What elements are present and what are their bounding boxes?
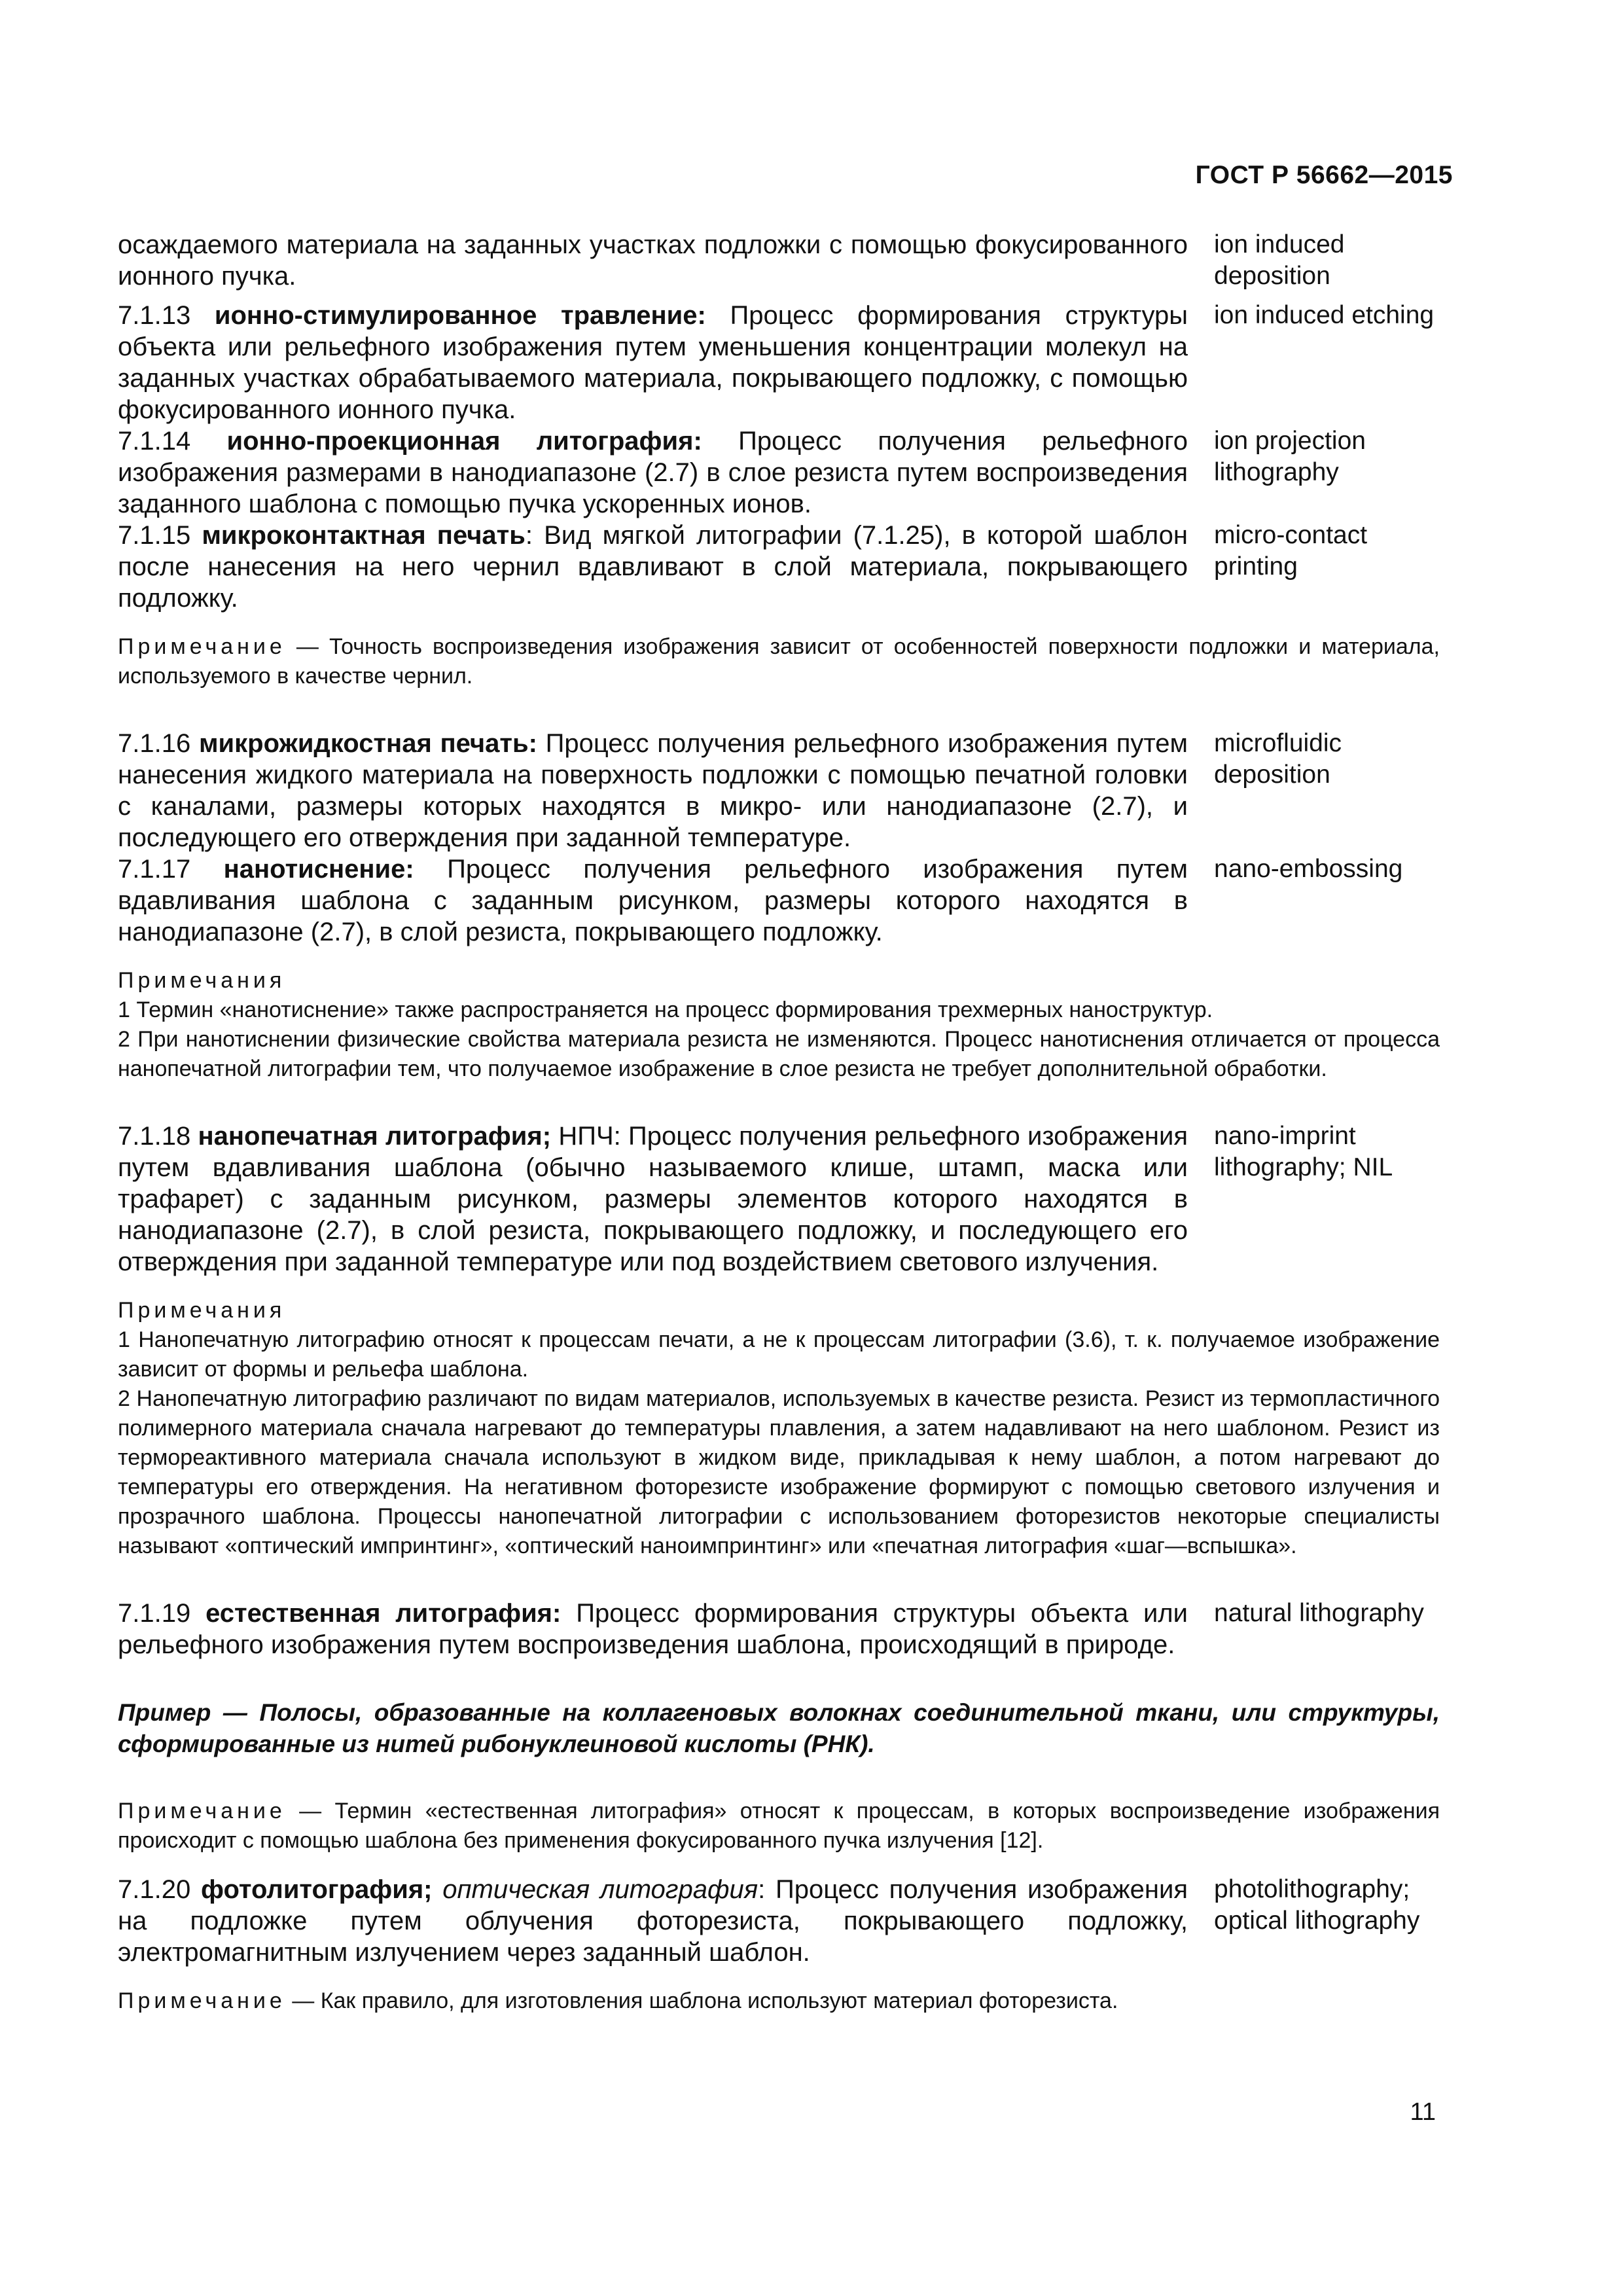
note-label: Примечание — [118, 634, 286, 659]
term-definition — [118, 1874, 1188, 1968]
definition-text: : Вид мягкой литографии (7.1.25), в которой шаблон после нанесения на него чернил вдавливают в слой материала, покрывающего подложку. — [118, 521, 1188, 613]
term-number: 7.1.13 — [118, 301, 191, 330]
definition-text: Процесс формирования структуры объекта или рельефного изображения путем уменьшения концентрации молекул на заданных участках обрабатываемого материала, покрывающего подложку, с помощью фокусированного ионного пучка. — [118, 301, 1188, 424]
note-item: 1 Нанопечатную литографию относят к процессам печати, а не к процессам литографии (3.6), т. к. получаемое изображение зависит от формы и рельефа шаблона. — [118, 1327, 1440, 1382]
term-definition — [118, 300, 1188, 425]
definition-text: Процесс формирования структуры объекта или рельефного изображения путем воспроизведения шаблона, происходящий в природе. — [118, 1599, 1188, 1659]
term-name: естественная литография: — [205, 1599, 562, 1628]
english-equivalent: micro-contact printing — [1214, 521, 1368, 581]
standard-header: ГОСТ Р 56662—2015 — [1195, 161, 1453, 189]
english-equivalent: ion projection lithography — [1214, 427, 1366, 486]
english-equivalent: microfluidic deposition — [1214, 729, 1342, 789]
note-text: Точность воспроизведения изображения зависит от особенностей поверхности подложки и материала, используемого в качестве чернил. — [118, 634, 1440, 689]
term-definition — [118, 425, 1188, 520]
notes-label: Примечания — [118, 1298, 286, 1323]
term-entry-7-1-12 — [118, 229, 1440, 292]
term-entry-7-1-16 — [118, 728, 1440, 853]
term-name: ионно-стимулированное травление: — [214, 301, 706, 330]
term-entry-7-1-15 — [118, 520, 1440, 614]
term-definition — [118, 520, 1188, 614]
term-entry-7-1-20 — [118, 1874, 1440, 1968]
example-7-1-19: Пример — Полосы, образованные на коллагеновых волокнах соединительной ткани, или структуры, сформированные из нитей рибонуклеиновой кислоты (РНК). — [118, 1699, 1440, 1757]
term-name: нанотиснение: — [223, 855, 414, 884]
definition-text: осаждаемого материала на заданных участках подложки с помощью фокусированного ионного пучка. — [118, 230, 1188, 291]
term-definition — [118, 229, 1188, 292]
note-text: Как правило, для изготовления шаблона используют материал фоторезиста. — [320, 1988, 1118, 2013]
term-definition — [118, 1598, 1188, 1660]
term-abbreviation: НПЧ — [558, 1122, 614, 1151]
note-7-1-20: Примечание — Как правило, для изготовления шаблона используют материал фоторезиста. — [118, 1988, 1118, 2013]
term-entry-7-1-18 — [118, 1121, 1440, 1278]
term-number: 7.1.15 — [118, 521, 191, 550]
term-entry-7-1-13 — [118, 300, 1440, 425]
term-number: 7.1.20 — [118, 1875, 191, 1904]
english-equivalent: nano-embossing — [1214, 855, 1403, 883]
term-number: 7.1.19 — [118, 1599, 191, 1628]
english-equivalent: nano-imprint lithography; NIL — [1214, 1122, 1393, 1181]
english-equivalent: ion induced deposition — [1214, 230, 1345, 290]
notes-label: Примечания — [118, 968, 286, 993]
term-entry-7-1-17 — [118, 853, 1440, 948]
note-label: Примечание — [118, 1799, 286, 1823]
english-equivalent: natural lithography — [1214, 1599, 1424, 1627]
note-7-1-15: Примечание — Точность воспроизведения изображения зависит от особенностей поверхности подложки и материала, используемого в качестве чернил. — [118, 634, 1440, 689]
term-definition — [118, 1121, 1188, 1278]
note-item: 2 Нанопечатную литографию различают по видам материалов, используемых в качестве резиста. Резист из термопластичного полимерного материала сначала нагревают до температуры плавления, а затем надавливают на него шаблоном. Резист из термореактивного материала сначала используют в жидком виде, прикладывая к нему шаблон, а потом нагревают до температуры его отверждения. На негативном фоторезисте изображение формируют с помощью светового излучения и прозрачного шаблона. Процессы нанопечатной литографии с использованием фоторезистов некоторые специалисты называют «оптический импринтинг», «оптический наноимпринтинг» или «печатная литография «шаг—вспышка». — [118, 1386, 1440, 1558]
definition-text: Процесс получения рельефного изображения размерами в нанодиапазоне (2.7) в слое резиста путем воспроизведения заданного шаблона с помощью пучка ускоренных ионов. — [118, 427, 1188, 518]
term-entry-7-1-14 — [118, 425, 1440, 520]
term-name: микрожидкостная печать: — [198, 729, 537, 758]
note-label: Примечание — [118, 1988, 286, 2013]
term-number: 7.1.18 — [118, 1122, 191, 1151]
note-item: 1 Термин «нанотиснение» также распространяется на процесс формирования трехмерных наноструктур. — [118, 997, 1213, 1022]
notes-7-1-18 — [118, 1296, 1440, 1561]
term-synonym: оптическая литография — [442, 1875, 758, 1904]
term-name: нанопечатная литография; — [198, 1122, 552, 1151]
english-equivalent: photolithography; optical lithography — [1214, 1875, 1420, 1935]
term-name: ионно-проекционная литография: — [226, 427, 702, 456]
definition-text: Процесс получения рельефного изображения путем вдавливания шаблона с заданным рисунком, размеры которого находятся в нанодиапазоне (2.7), в слой резиста, покрывающего подложку. — [118, 855, 1188, 946]
page-number: 11 — [1410, 2098, 1436, 2126]
term-name: микроконтактная печать — [202, 521, 526, 550]
term-definition — [118, 853, 1188, 948]
note-7-1-19: Примечание — Термин «естественная литография» относят к процессам, в которых воспроизведение изображения происходит с помощью шаблона без применения фокусированного пучка излучения [12]. — [118, 1799, 1440, 1853]
document-body — [118, 229, 1440, 2016]
term-number: 7.1.17 — [118, 855, 191, 884]
definition-text: Процесс получения рельефного изображения путем нанесения жидкого материала на поверхность подложки с помощью печатной головки с каналами, размеры которых находятся в микро- или нанодиапазоне (2.7), и последующего его отверждения при заданной температуре. — [118, 729, 1188, 852]
term-name: фотолитография; — [201, 1875, 433, 1904]
definition-text: : Процесс получения изображения на подложке путем облучения фоторезиста, покрывающего подложку, электромагнитным излучением через заданный шаблон. — [118, 1875, 1188, 1967]
english-equivalent: ion induced etching — [1214, 301, 1435, 329]
definition-text: : Процесс получения рельефного изображения путем вдавливания шаблона (обычно называемого клише, штамп, маска или трафарет) с заданным рисунком, размеры элементов которого находятся в нанодиапазоне (2.7), в слой резиста, покрывающего подложку, и последующего его отверждения при заданной температуре или под воздействием светового излучения. — [118, 1122, 1188, 1276]
note-text: Термин «естественная литография» относят к процессам, в которых воспроизведение изображения происходит с помощью шаблона без применения фокусированного пучка излучения [12]. — [118, 1799, 1440, 1853]
term-number: 7.1.14 — [118, 427, 191, 456]
term-entry-7-1-19 — [118, 1598, 1440, 1660]
term-definition — [118, 728, 1188, 853]
notes-7-1-17 — [118, 966, 1440, 1084]
term-number: 7.1.16 — [118, 729, 191, 758]
note-item: 2 При нанотиснении физические свойства материала резиста не изменяются. Процесс нанотиснения отличается от процесса нанопечатной литографии тем, что получаемое изображение в слое резиста не требует дополнительной обработки. — [118, 1027, 1440, 1081]
